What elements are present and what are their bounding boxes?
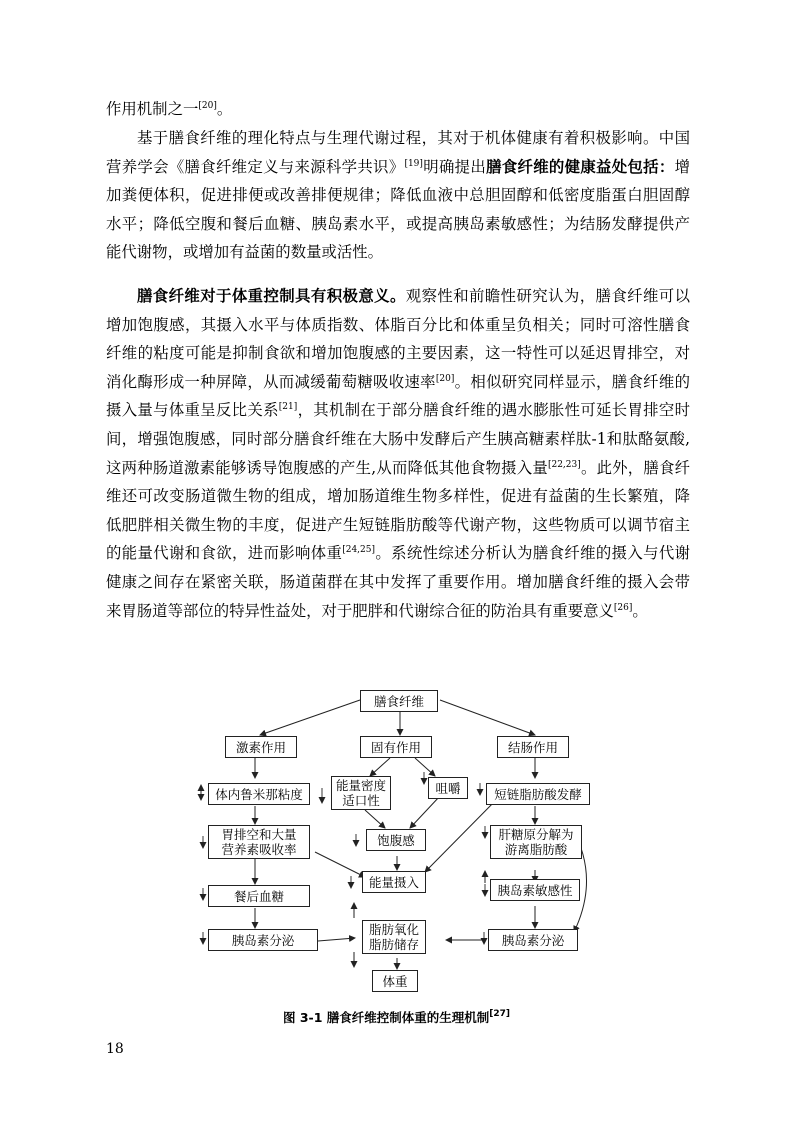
diagram-node-insulin-secretion-left: 胰岛素分泌 bbox=[208, 929, 318, 951]
diagram-node-fat-oxidation: 脂肪氧化 脂肪储存 bbox=[362, 920, 426, 954]
diagram-node-energy-density: 能量密度 适口性 bbox=[331, 776, 391, 810]
paragraph-continuation: 作用机制之一[20]。 bbox=[106, 100, 233, 118]
diagram-node-satiety: 饱腹感 bbox=[366, 829, 426, 851]
diagram-node-scfa-fermentation: 短链脂肪酸发酵 bbox=[486, 783, 590, 805]
citation: [26] bbox=[613, 602, 633, 613]
diagram-node-body-weight: 体重 bbox=[372, 970, 418, 992]
diagram-node-energy-intake: 能量摄入 bbox=[362, 871, 426, 893]
diagram-node-insulin-secretion-right: 胰岛素分泌 bbox=[488, 929, 578, 951]
paragraph-weight-control: 膳食纤维对于体重控制具有积极意义。观察性和前瞻性研究认为，膳食纤维可以增加饱腹感，其摄入水平与体质指数、体脂百分比和体重呈负相关；同时可溶性膳食纤维的粘度可能是抑制食欲和增加饱腹感的主要因素，这一特性可以延迟胃排空，对消化酶形成一种屏障，从而减缓葡萄糖吸收速率[20]。相似研究同样显示，膳食纤维的摄入量与体重呈反比关系[21]，其机制在于部分膳食纤维的遇水膨胀性可延长胃排空时间，增强饱腹感，同时部分膳食纤维在大肠中发酵后产生胰高糖素样肽-1和肽酪氨酸,这两种肠道激素能够诱导饱腹感的产生,从而降低其他食物摄入量[22,23]。此外，膳食纤维还可改变肠道微生物的组成，增加肠道维生物多样性，促进有益菌的生长繁殖，降低肥胖相关微生物的丰度，促进产生短链脂肪酸等代谢产物，这些物质可以调节宿主的能量代谢和食欲，进而影响体重[24,25]。系统性综述分析认为膳食纤维的摄入与代谢健康之间存在紧密关联，肠道菌群在其中发挥了重要作用。增加膳食纤维的摄入会带来胃肠道等部位的特异性益处，对于肥胖和代谢综合征的防治具有重要意义[26]。 bbox=[106, 287, 690, 620]
bold-statement: 膳食纤维的健康益处包括： bbox=[486, 157, 675, 176]
page-number: 18 bbox=[106, 1041, 124, 1057]
bold-statement: 膳食纤维对于体重控制具有积极意义。 bbox=[137, 287, 406, 305]
diagram-node-lumen-viscosity: 体内鲁米那粘度 bbox=[208, 783, 310, 805]
figure-caption: 图 3-1 膳食纤维控制体重的生理机制[27] bbox=[282, 1009, 511, 1025]
diagram-node-postprandial-glucose: 餐后血糖 bbox=[208, 885, 310, 907]
citation: [19] bbox=[404, 158, 423, 169]
diagram-node-hormone-effect: 激素作用 bbox=[225, 736, 297, 758]
citation: [24,25] bbox=[342, 545, 376, 556]
diagram-node-dietary-fiber: 膳食纤维 bbox=[360, 690, 438, 712]
diagram-node-chewing: 咀嚼 bbox=[428, 777, 468, 799]
diagram-node-gastric-emptying: 胃排空和大量 营养素吸收率 bbox=[208, 825, 310, 859]
citation: [21] bbox=[278, 402, 298, 413]
diagram-node-glycogen: 肝糖原分解为 游离脂肪酸 bbox=[490, 825, 582, 859]
citation: [20] bbox=[435, 373, 455, 384]
citation: [22,23] bbox=[547, 459, 581, 470]
citation: [27] bbox=[489, 1009, 511, 1019]
mechanism-diagram bbox=[190, 688, 610, 998]
diagram-node-insulin-sensitivity: 胰岛素敏感性 bbox=[490, 879, 580, 901]
citation: [20] bbox=[198, 101, 217, 111]
diagram-node-intrinsic-effect: 固有作用 bbox=[360, 736, 432, 758]
paragraph-health-benefits: 基于膳食纤维的理化特点与生理代谢过程，其对于机体健康有着积极影响。中国营养学会《膳食纤维定义与来源科学共识》[19]明确提出膳食纤维的健康益处包括：增加粪便体积，促进排便或改善排便规律；降低血液中总胆固醇和低密度脂蛋白胆固醇水平；降低空腹和餐后血糖、胰岛素水平，或提高胰岛素敏感性；为结肠发酵提供产能代谢物，或增加有益菌的数量或活性。 bbox=[106, 129, 690, 262]
diagram-node-colon-effect: 结肠作用 bbox=[497, 736, 569, 758]
